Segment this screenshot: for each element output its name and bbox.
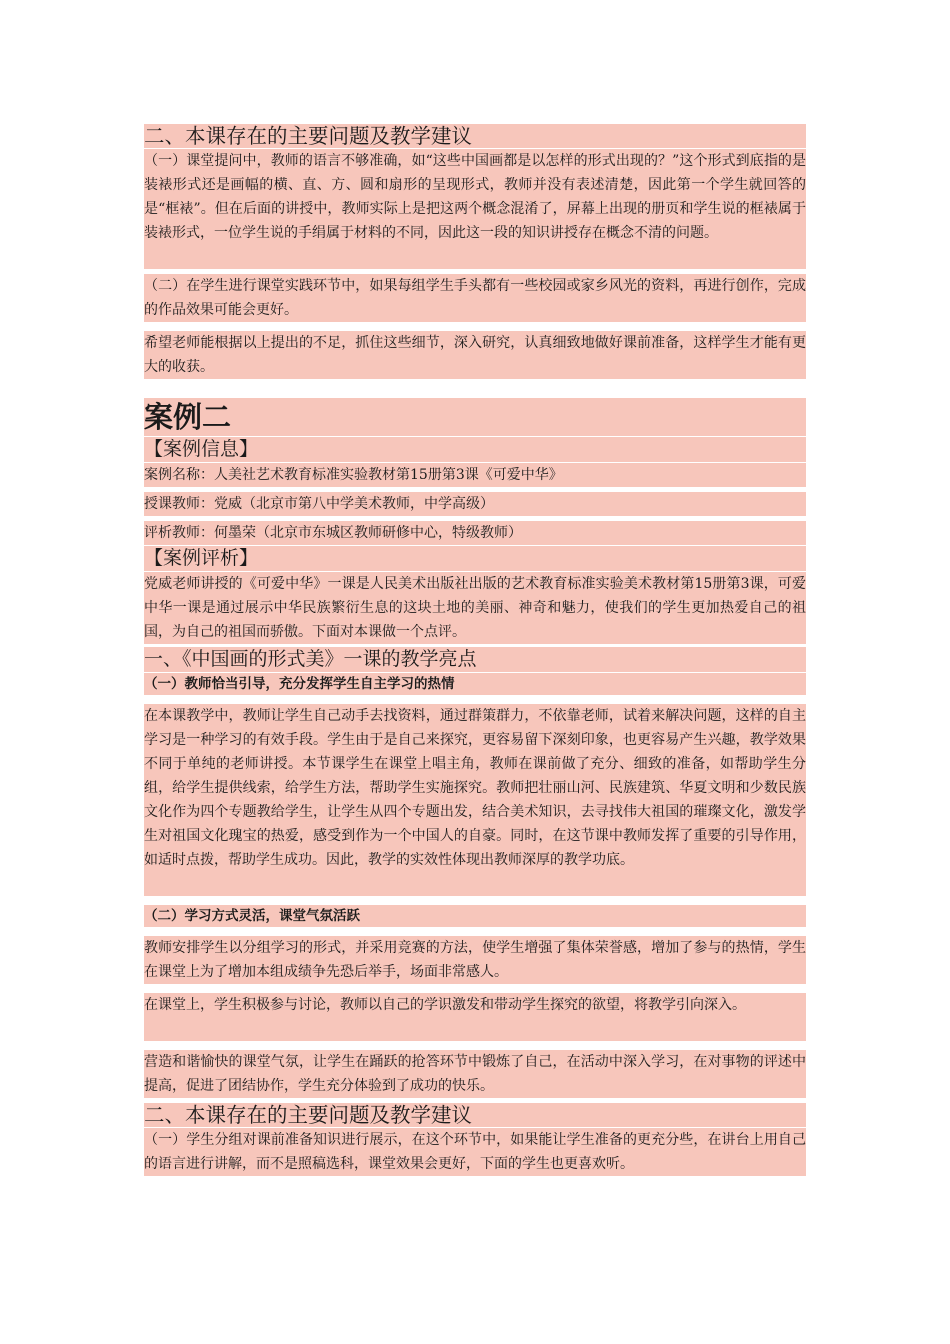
paragraph: （一）学生分组对课前准备知识进行展示，在这个环节中，如果能让学生准备的更充分些，在讲台上用自己的语言进行讲解，而不是照稿选科，课堂效果会更好，下面的学生也更喜欢听。	[144, 1128, 806, 1177]
paragraph: 营造和谐愉快的课堂气氛，让学生在踊跃的抢答环节中锻炼了自己，在活动中深入学习，在对事物的评述中提高，促进了团结协作，学生充分体验到了成功的快乐。	[144, 1050, 806, 1099]
section-heading: 一、《中国画的形式美》一课的教学亮点	[144, 647, 806, 673]
case-name: 案例名称：人美社艺术教育标准实验教材第15册第3课《可爱中华》	[144, 463, 806, 488]
paragraph: 在课堂上，学生积极参与讨论，教师以自己的学识激发和带动学生探究的欲望，将教学引向深入。	[144, 993, 806, 1042]
case-info-heading: 【案例信息】	[144, 437, 806, 463]
paragraph: 希望老师能根据以上提出的不足，抓住这些细节，深入研究，认真细致地做好课前准备，这样学生才能有更大的收获。	[144, 331, 806, 380]
paragraph: （一）课堂提问中，教师的语言不够准确，如“这些中国画都是以怎样的形式出现的？”这个形式到底指的是装裱形式还是画幅的横、直、方、圆和扇形的呈现形式，教师并没有表述清楚，因此第一个学生就回答的是“框裱”。但在后面的讲授中，教师实际上是把这两个概念混淆了，屏幕上出现的册页和学生说的框裱属于装裱形式，一位学生说的手绢属于材料的不同，因此这一段的知识讲授存在概念不清的问题。	[144, 149, 806, 270]
paragraph: （二）在学生进行课堂实践环节中，如果每组学生手头都有一些校园或家乡风光的资料，再进行创作，完成的作品效果可能会更好。	[144, 274, 806, 323]
subheading: （二）学习方式灵活，课堂气氛活跃	[144, 905, 806, 928]
case-reviewer: 评析教师：何墨荣（北京市东城区教师研修中心，特级教师）	[144, 521, 806, 546]
case-review-heading: 【案例评析】	[144, 546, 806, 572]
section-heading: 二、本课存在的主要问题及教学建议	[144, 124, 806, 149]
document-page	[144, 124, 806, 1177]
case-teacher: 授课教师：党威（北京市第八中学美术教师，中学高级）	[144, 492, 806, 517]
paragraph: 在本课教学中，教师让学生自己动手去找资料，通过群策群力，不依靠老师，试着来解决问题，这样的自主学习是一种学习的有效手段。学生由于是自己来探究，更容易留下深刻印象，也更容易产生兴趣，教学效果不同于单纯的老师讲授。本节课学生在课堂上唱主角，教师在课前做了充分、细致的准备，如帮助学生分组，给学生提供线索，给学生方法，帮助学生实施探究。教师把壮丽山河、民族建筑、华夏文明和少数民族文化作为四个专题教给学生，让学生从四个专题出发，结合美术知识，去寻找伟大祖国的璀璨文化，激发学生对祖国文化瑰宝的热爱，感受到作为一个中国人的自豪。同时，在这节课中教师发挥了重要的引导作用，如适时点拨，帮助学生成功。因此，教学的实效性体现出教师深厚的教学功底。	[144, 704, 806, 897]
paragraph: 教师安排学生以分组学习的形式，并采用竞赛的方法，使学生增强了集体荣誉感，增加了参与的热情，学生在课堂上为了增加本组成绩争先恐后举手，场面非常感人。	[144, 936, 806, 985]
paragraph: 党威老师讲授的《可爱中华》一课是人民美术出版社出版的艺术教育标准实验美术教材第15册第3课，可爱中华一课是通过展示中华民族繁衍生息的这块土地的美丽、神奇和魅力，使我们的学生更加热爱自己的祖国，为自己的祖国而骄傲。下面对本课做一个点评。	[144, 572, 806, 645]
case-title: 案例二	[144, 398, 806, 437]
subheading: （一）教师恰当引导，充分发挥学生自主学习的热情	[144, 673, 806, 696]
section-heading: 二、本课存在的主要问题及教学建议	[144, 1103, 806, 1128]
